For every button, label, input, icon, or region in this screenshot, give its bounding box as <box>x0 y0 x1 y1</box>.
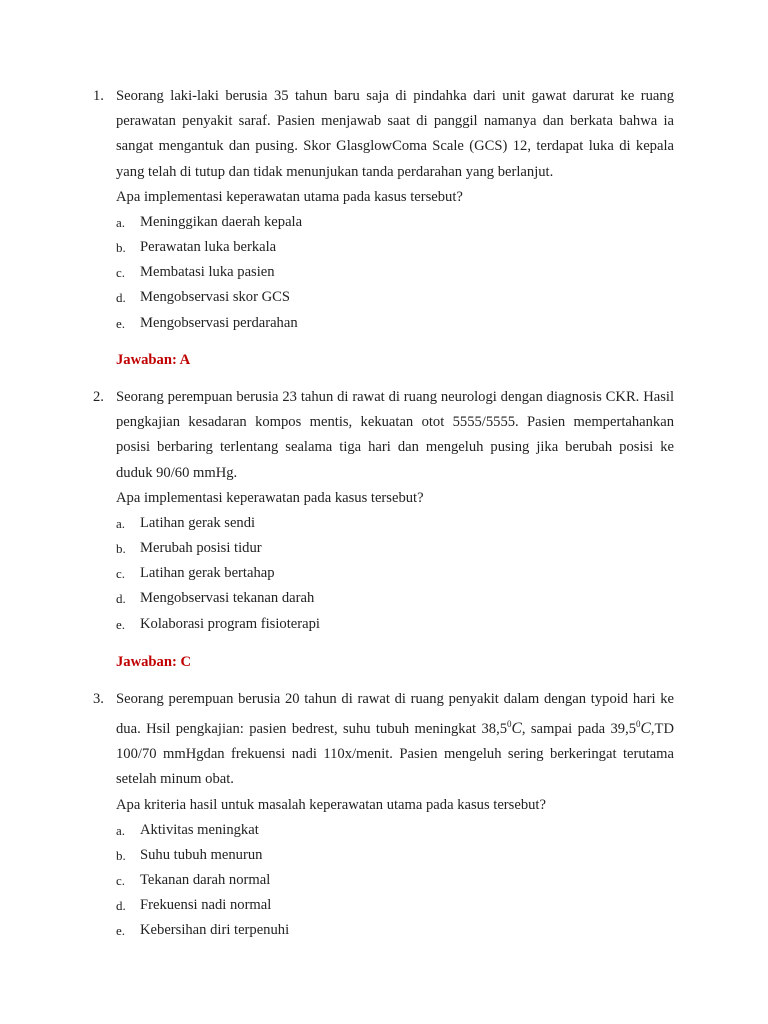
temperature-value <box>481 721 521 737</box>
temperature-number: 38,5 <box>481 721 508 738</box>
question-prompt: Apa implementasi keperawatan utama pada kasus tersebut? <box>116 188 463 205</box>
question-number: 1. <box>93 88 104 104</box>
option-text: Suhu tubuh menurun <box>140 846 263 863</box>
option-text: Meninggikan daerah kepala <box>140 213 303 230</box>
option-letter: b. <box>116 541 126 556</box>
option-item <box>0 285 768 310</box>
option-item <box>0 612 768 637</box>
question-3 <box>0 687 768 944</box>
option-text: Latihan gerak sendi <box>140 514 256 531</box>
option-text: Tekanan darah normal <box>140 872 271 889</box>
option-text: Merubah posisi tidur <box>140 540 262 556</box>
option-text: Mengobservasi perdarahan <box>140 314 298 331</box>
option-letter: d. <box>116 290 126 306</box>
answer-key-2: Jawaban: C <box>116 654 192 670</box>
option-item <box>0 868 768 893</box>
option-letter: e. <box>116 616 126 632</box>
option-text: Aktivitas meningkat <box>140 821 259 838</box>
temperature-value <box>610 721 650 737</box>
option-item <box>0 511 768 536</box>
question-stem: Seorang laki-laki berusia 35 tahun baru saja di pindahka dari unit gawat darurat ke ruang perawatan penyakit saraf. Pasien menjawab saat di panggil namanya dan berkata bahwa ia sangat mengantuk dan pusing. Skor GlasglowComa Scale (GCS) 12, terdapat luka di kepala yang telah di tutup dan tidak menunjukan tanda perdarahan yang berlanjut. <box>116 88 674 180</box>
question-prompt: Apa kriteria hasil untuk masalah keperawatan utama pada kasus tersebut? <box>116 796 546 813</box>
option-letter: c. <box>116 566 126 582</box>
stem-text: ,TD 100/70 mmHgdan frekuensi nadi 110x/menit. Pasien mengeluh sering berkeringat terutama setelah minum obat. <box>116 721 674 788</box>
option-item <box>0 843 768 868</box>
option-list <box>0 210 768 336</box>
option-item <box>0 235 768 260</box>
option-letter: a. <box>116 822 126 838</box>
option-text: Kolaborasi program fisioterapi <box>140 615 320 632</box>
option-item <box>0 311 768 336</box>
option-item <box>0 561 768 586</box>
temperature-unit: C <box>511 720 522 738</box>
option-text: Mengobservasi tekanan darah <box>140 590 315 607</box>
degree-sign: 0 <box>636 719 641 730</box>
question-stem <box>116 687 674 793</box>
option-text: Perawatan luka berkala <box>140 239 277 255</box>
option-item <box>0 536 768 561</box>
option-letter: d. <box>116 898 126 914</box>
question-stem: Seorang perempuan berusia 23 tahun di rawat di ruang neurologi dengan diagnosis CKR. Hasil pengkajian kesadaran kompos mentis, kekuatan otot 5555/5555. Pasien mempertahankan posisi berbaring terlentang sealama tiga hari dan mengeluh pusing jika berubah posisi ke duduk 90/60 mmHg. <box>116 389 674 481</box>
option-letter: b. <box>116 847 126 863</box>
option-letter: b. <box>116 240 126 255</box>
option-letter: e. <box>116 923 126 939</box>
option-letter: a. <box>116 515 126 531</box>
question-number: 3. <box>93 691 104 707</box>
question-number: 2. <box>93 389 104 405</box>
option-letter: c. <box>116 265 126 281</box>
option-text: Mengobservasi skor GCS <box>140 289 290 306</box>
option-letter: e. <box>116 315 126 331</box>
question-1 <box>0 84 768 336</box>
option-text: Kebersihan diri terpenuhi <box>140 922 290 939</box>
option-list <box>0 818 768 944</box>
option-item <box>0 210 768 235</box>
option-text: Latihan gerak bertahap <box>140 565 275 582</box>
option-item <box>0 586 768 611</box>
degree-sign: 0 <box>507 719 512 730</box>
option-text: Frekuensi nadi normal <box>140 897 272 914</box>
temperature-unit: C <box>640 720 651 738</box>
option-text: Membatasi luka pasien <box>140 264 275 281</box>
temperature-number: 39,5 <box>610 721 637 738</box>
option-list <box>0 511 768 637</box>
option-letter: a. <box>116 214 126 230</box>
option-letter: d. <box>116 591 126 607</box>
stem-text: , sampai pada <box>521 721 606 738</box>
option-item <box>0 260 768 285</box>
option-item <box>0 893 768 918</box>
stem-text: Seorang perempuan berusia 20 tahun di rawat di ruang penyakit dalam dengan typoid hari ke dua. Hsil pengkajian: pasien bedrest, suhu tubuh meningkat <box>116 691 674 738</box>
question-2 <box>0 385 768 637</box>
option-letter: c. <box>116 873 126 889</box>
answer-key-1: Jawaban: A <box>116 352 191 368</box>
option-item <box>0 818 768 843</box>
question-prompt: Apa implementasi keperawatan pada kasus tersebut? <box>116 489 424 506</box>
option-item <box>0 918 768 943</box>
